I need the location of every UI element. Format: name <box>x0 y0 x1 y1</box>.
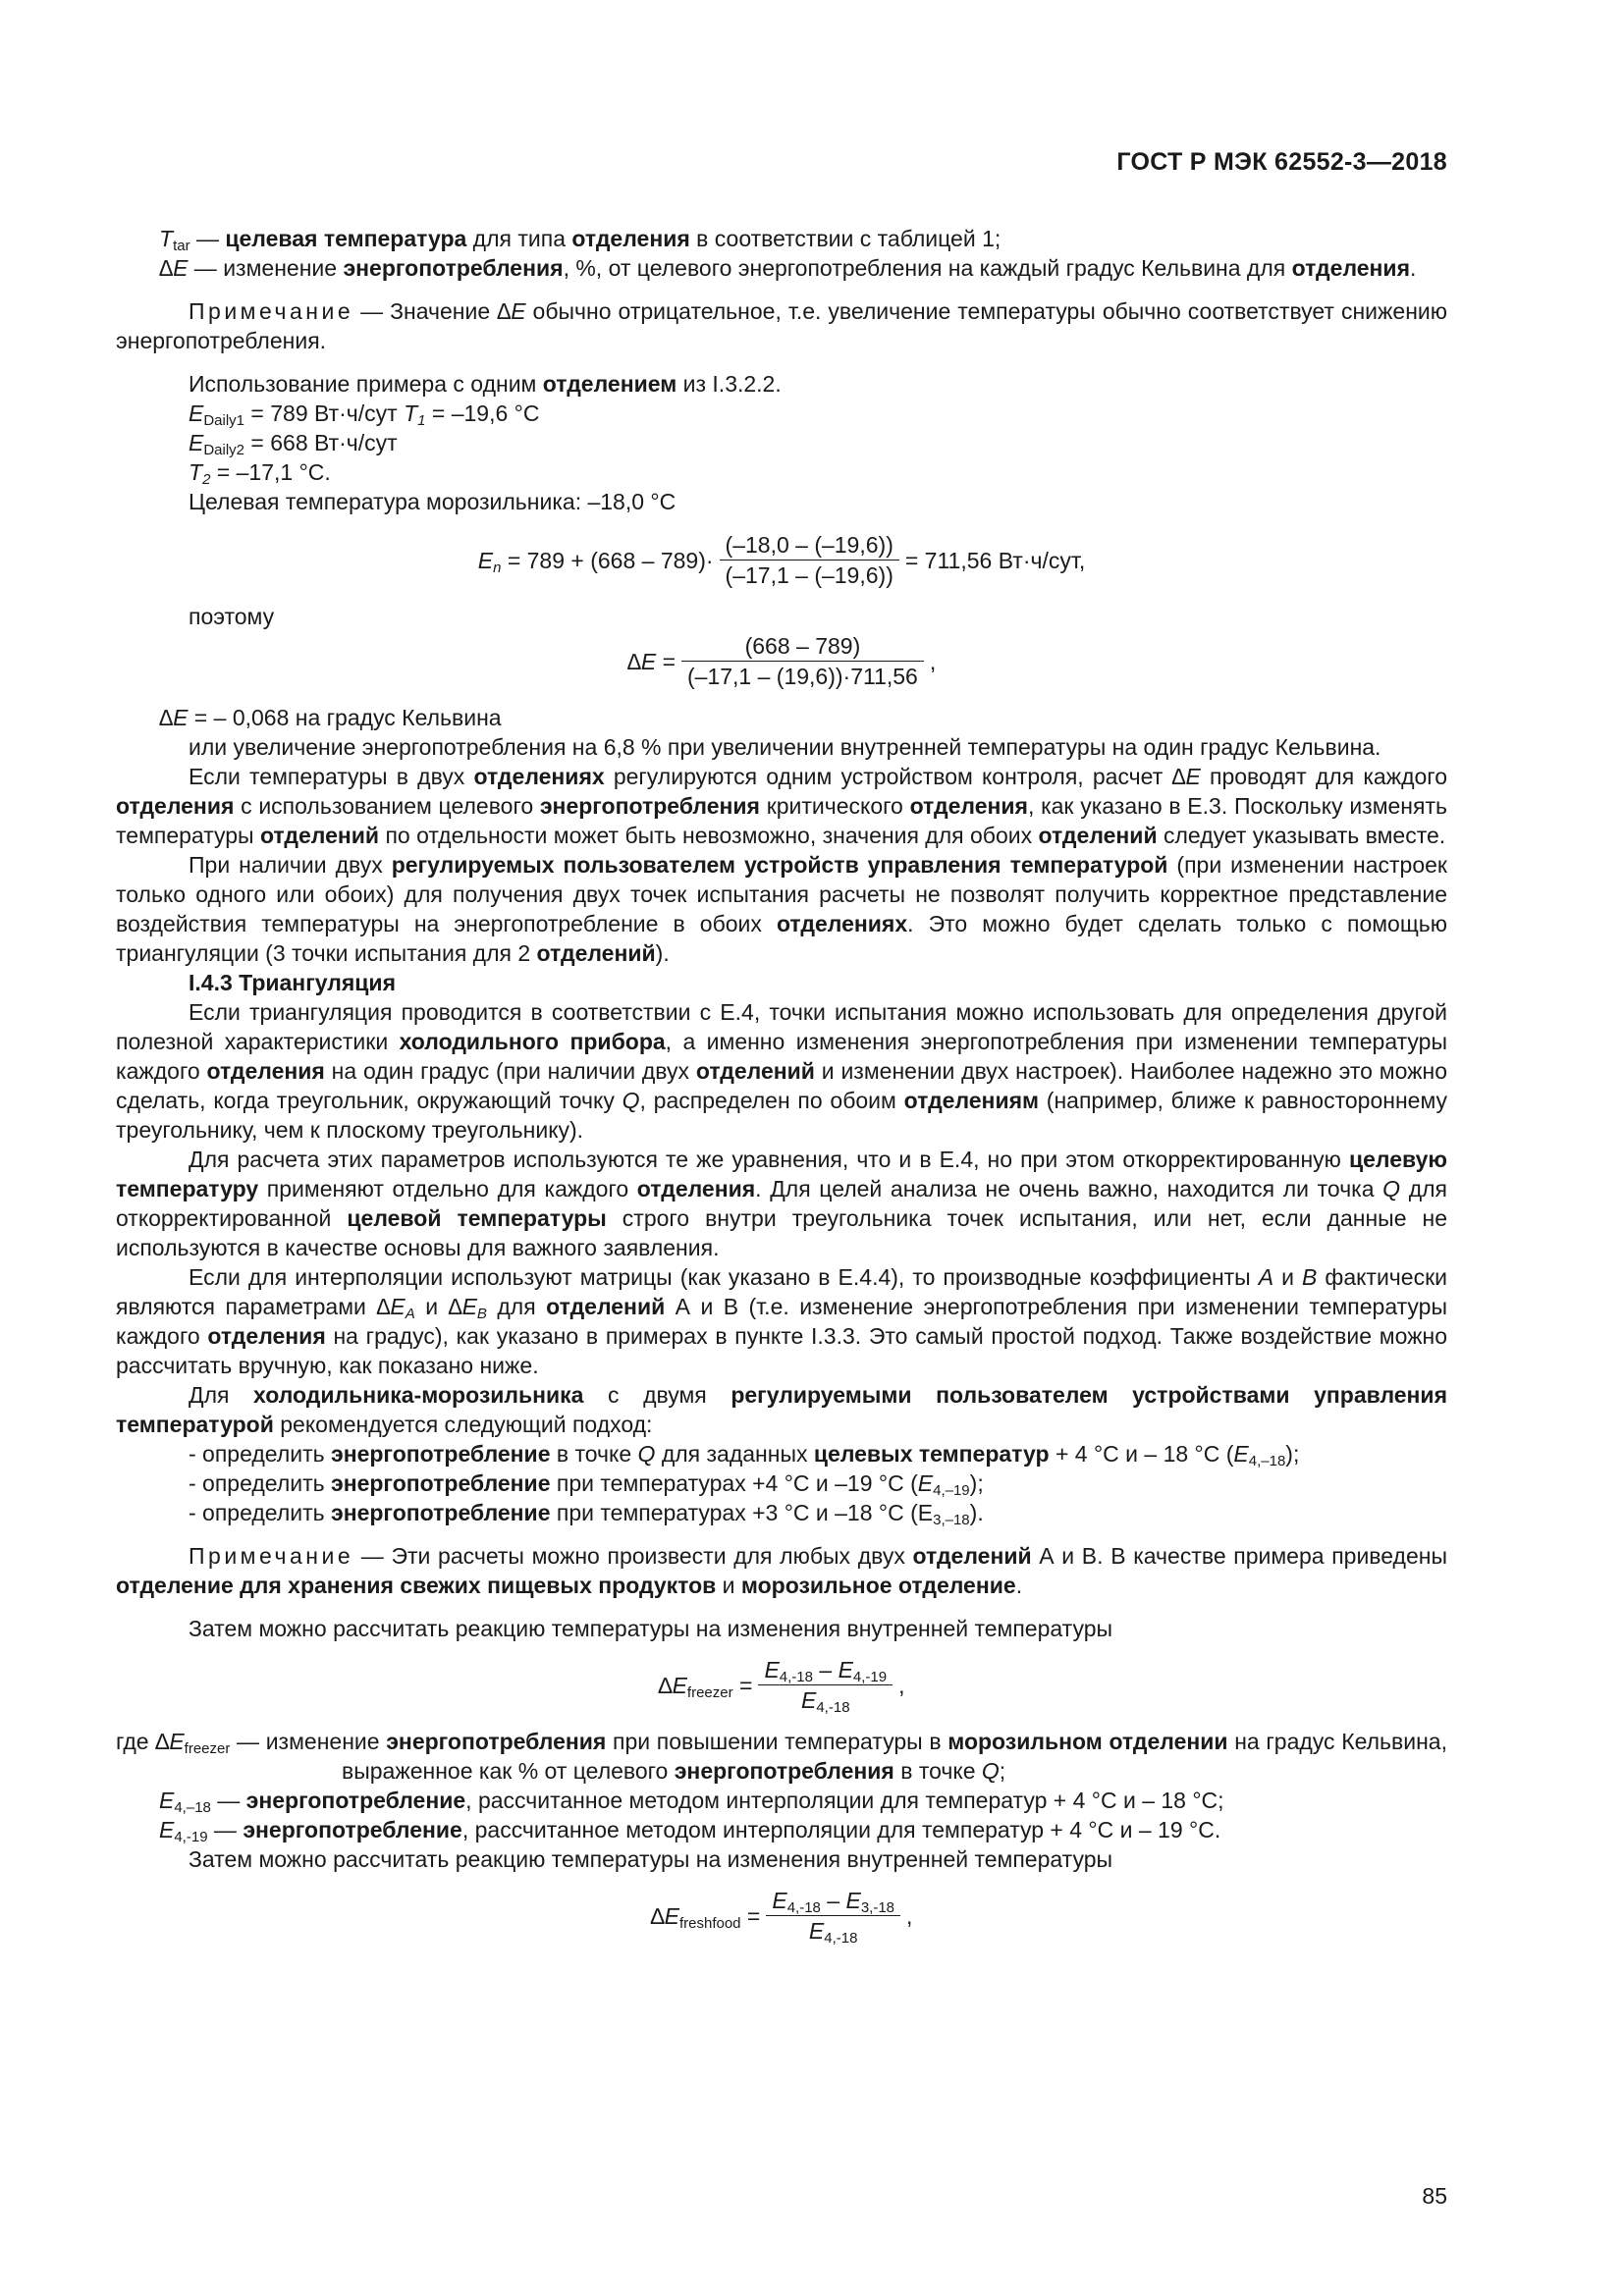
then-text-2: Затем можно рассчитать реакцию температуры на изменения внутренней температуры <box>189 1846 1113 1872</box>
equation-delta-e-freezer: $\Delta E_{freezer}$ = $\frac{E_{4,-18} - E_{4,-19}}{E_{4,-18}}$ , <box>658 1657 905 1716</box>
definition-e4-19: $E_{4,-19}$ — энергопотребление, рассчитанное методом интерполяции для температур + 4 °C и – 19 °C. <box>159 1817 1221 1845</box>
definition-delta-e: ∆E — изменение энергопотребления, %, от целевого энергопотребления на каждый градус Кельвина для отделения. <box>159 255 1417 281</box>
where-freezer-definition: где $\Delta E_{freezer}$ — изменение энергопотребления при повышении температуры в морозильном отделении на градус Кельвина, выраженное как % от целевого энергопотребления в точке Q; <box>116 1729 1447 1784</box>
equation-delta-e-fraction: $\frac{(668 - 789)}{(-17,1 - (19,6))\cdot 711,56}$ <box>681 631 924 691</box>
equation-freezer-fraction: $\frac{E_{4,-18} - E_{4,-19}}{E_{4,-18}}$ <box>758 1655 893 1715</box>
equation-en: $E_n = 789 + (668 - 789)\cdot$ $\frac{(-18,0 - (-19,6))}{(-17,1 - (-19,6))}$ = 711,56 Вт·ч/сут, <box>477 532 1086 588</box>
document-body <box>116 224 1447 1957</box>
list-item-3: - определить энергопотребление при температурах +3 °C и –18 °C $(E_{3,-18})$. <box>189 1500 984 1528</box>
paragraph-3: При наличии двух регулируемых пользователем устройств управления температурой (при изменении настроек только одного или обоих) для получения двух точек испытания расчеты не позволят получить корректное представление воздействия температуры на энергопотребление в обоих отделениях. Это можно будет сделать только с помощью триангуляции (3 точки испытания для 2 отделений). <box>116 852 1447 966</box>
example-line-2: $E_{Daily1} = 789$ Вт·ч/сут $T_1 = -19,6$ °C <box>189 400 540 429</box>
definition-e4-18: $E_{4,-18}$ — энергопотребление, рассчитанное методом интерполяции для температур + 4 °C и – 18 °C; <box>159 1788 1224 1816</box>
section-heading: I.4.3 Триангуляция <box>189 970 396 995</box>
document-header: ГОСТ Р МЭК 62552-3—2018 <box>1116 148 1447 176</box>
list-item-2: - определить энергопотребление при температурах +4 °C и –19 °C $(E_{4,-19})$; <box>189 1470 984 1499</box>
definition-ttar: $T_{tar}$ — целевая температура для типа отделения в соответствии с таблицей 1; <box>159 226 1001 254</box>
example-line-3: $E_{Daily2} = 668$ Вт·ч/сут <box>189 430 398 458</box>
example-block <box>116 369 1447 516</box>
paragraph-7: Для холодильника-морозильника с двумя регулируемыми пользователем устройствами управления температурой рекомендуется следующий подход: <box>116 1382 1447 1437</box>
equation-delta-e: ∆E = $\frac{(668 - 789)}{(-17,1 - (19,6))\cdot 711,56}$ , <box>626 633 937 689</box>
equation-delta-e-freshfood: $\Delta E_{freshfood}$ = $\frac{E_{4,-18} - E_{3,-18}}{E_{4,-18}}$ , <box>650 1888 913 1947</box>
therefore-text: поэтому <box>189 604 275 629</box>
note-1: Примечание — Значение ∆E обычно отрицательное, т.е. увеличение температуры обычно соответствует снижению энергопотребления. <box>116 298 1447 353</box>
example-line-5: Целевая температура морозильника: –18,0 °C <box>189 489 677 514</box>
paragraph-1: или увеличение энергопотребления на 6,8 % при увеличении внутренней температуры на один градус Кельвина. <box>189 734 1381 760</box>
note-2: Примечание — Эти расчеты можно произвести для любых двух отделений А и В. В качестве примера приведены отделение для хранения свежих пищевых продуктов и морозильное отделение. <box>116 1543 1447 1598</box>
paragraph-5: Для расчета этих параметров используются те же уравнения, что и в Е.4, но при этом откорректированную целевую температуру применяют отдельно для каждого отделения. Для целей анализа не очень важно, находится ли точка Q для откорректированной целевой температуры строго внутри треугольника точек испытания, или нет, если данные не используются в качестве основы для важного заявления. <box>116 1147 1447 1260</box>
equation-freshfood-fraction: $\frac{E_{4,-18} - E_{3,-18}}{E_{4,-18}}$ <box>766 1886 900 1946</box>
paragraph-6: Если для интерполяции используют матрицы (как указано в Е.4.4), то производные коэффициенты A и B фактически являются параметрами $\Delta E_A$ и $\Delta E_B$ для отделений А и В (т.е. изменение энергопотребления при изменении температуры каждого отделения на градус), как указано в примерах в пункте I.3.3. Это самый простой подход. Также воздействие можно рассчитать вручную, как показано ниже. <box>116 1264 1447 1378</box>
example-line-1: Использование примера с одним отделением из I.3.2.2. <box>189 371 782 397</box>
result-line: ∆E = – 0,068 на градус Кельвина <box>159 705 502 730</box>
paragraph-4: Если триангуляция проводится в соответствии с Е.4, точки испытания можно использовать для определения другой полезной характеристики холодильного прибора, а именно изменения энергопотребления при изменении температуры каждого отделения на один градус (при наличии двух отделений и изменении двух настроек). Наиболее надежно это можно сделать, когда треугольник, окружающий точку Q, распределен по обоим отделениям (например, ближе к равностороннему треугольнику, чем к плоскому треугольнику). <box>116 999 1448 1143</box>
equation-en-fraction: $\frac{(-18,0 - (-19,6))}{(-17,1 - (-19,6))}$ <box>720 530 899 590</box>
page-number: 85 <box>1422 2183 1447 2209</box>
example-line-4: $T_2 = -17,1$ °C. <box>189 459 331 488</box>
list-item-1: - определить энергопотребление в точке Q для заданных целевых температур + 4 °C и – 18 °C $(E_{4,-18})$; <box>189 1441 1300 1469</box>
then-text-1: Затем можно рассчитать реакцию температуры на изменения внутренней температуры <box>189 1616 1113 1641</box>
paragraph-2: Если температуры в двух отделениях регулируются одним устройством контроля, расчет ∆E проводят для каждого отделения с использованием целевого энергопотребления критического отделения, как указано в Е.3. Поскольку изменять температуры отделений по отдельности может быть невозможно, значения для обоих отделений следует указывать вместе. <box>116 764 1447 848</box>
